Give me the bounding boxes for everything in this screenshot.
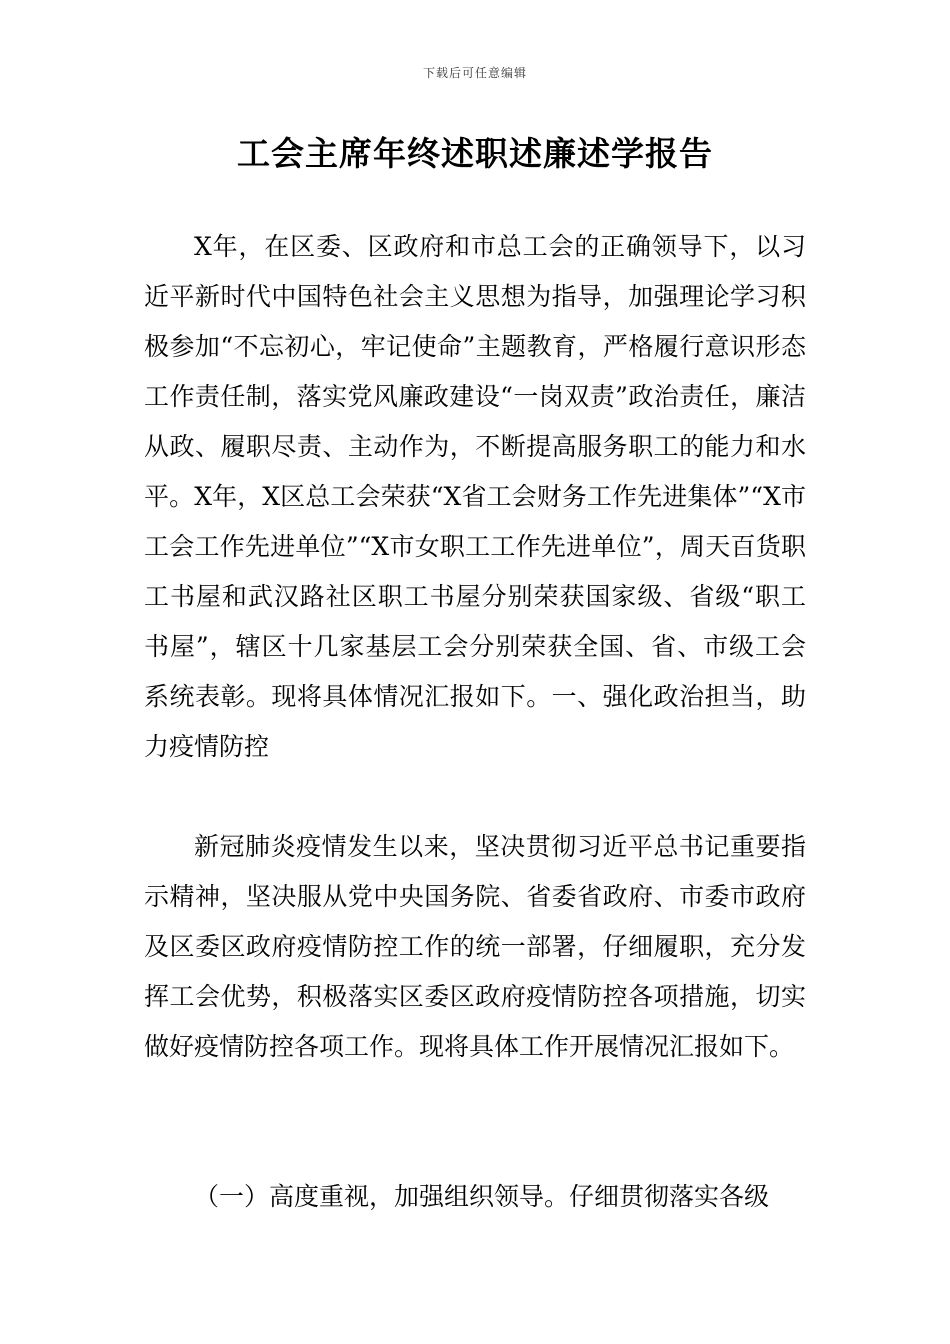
header-note: 下载后可任意编辑 bbox=[422, 66, 527, 80]
document-title: 工会主席年终述职述廉述学报告 bbox=[237, 134, 713, 173]
body-paragraph-2: 新冠肺炎疫情发生以来，坚决贯彻习近平总书记重要指示精神，坚决服从党中央国务院、省委省政府、市委市政府及区委区政府疫情防控工作的统一部署，仔细履职，充分发挥工会优势，积极落实区委区政府疫情防控各项措施，切实做好疫情防控各项工作。现将具体工作开展情况汇报如下。 bbox=[144, 832, 806, 1061]
body-paragraph-1: X年，在区委、区政府和市总工会的正确领导下，以习近平新时代中国特色社会主义思想为指导，加强理论学习积极参加“不忘初心，牢记使命”主题教育，严格履行意识形态工作责任制，落实党风廉政建设“一岗双责”政治责任，廉洁从政、履职尽责、主动作为，不断提高服务职工的能力和水平。X年，X区总工会荣获“X省工会财务工作先进集体”“X市工会工作先进单位”“X市女职工工作先进单位”，周天百货职工书屋和武汉路社区职工书屋分别荣获国家级、省级“职工书屋”，辖区十几家基层工会分别荣获全国、省、市级工会系统表彰。现将具体情况汇报如下。一、强化政治担当，助力疫情防控 bbox=[144, 232, 806, 761]
body-paragraph-3: （一）高度重视，加强组织领导。仔细贯彻落实各级 bbox=[194, 1182, 770, 1211]
